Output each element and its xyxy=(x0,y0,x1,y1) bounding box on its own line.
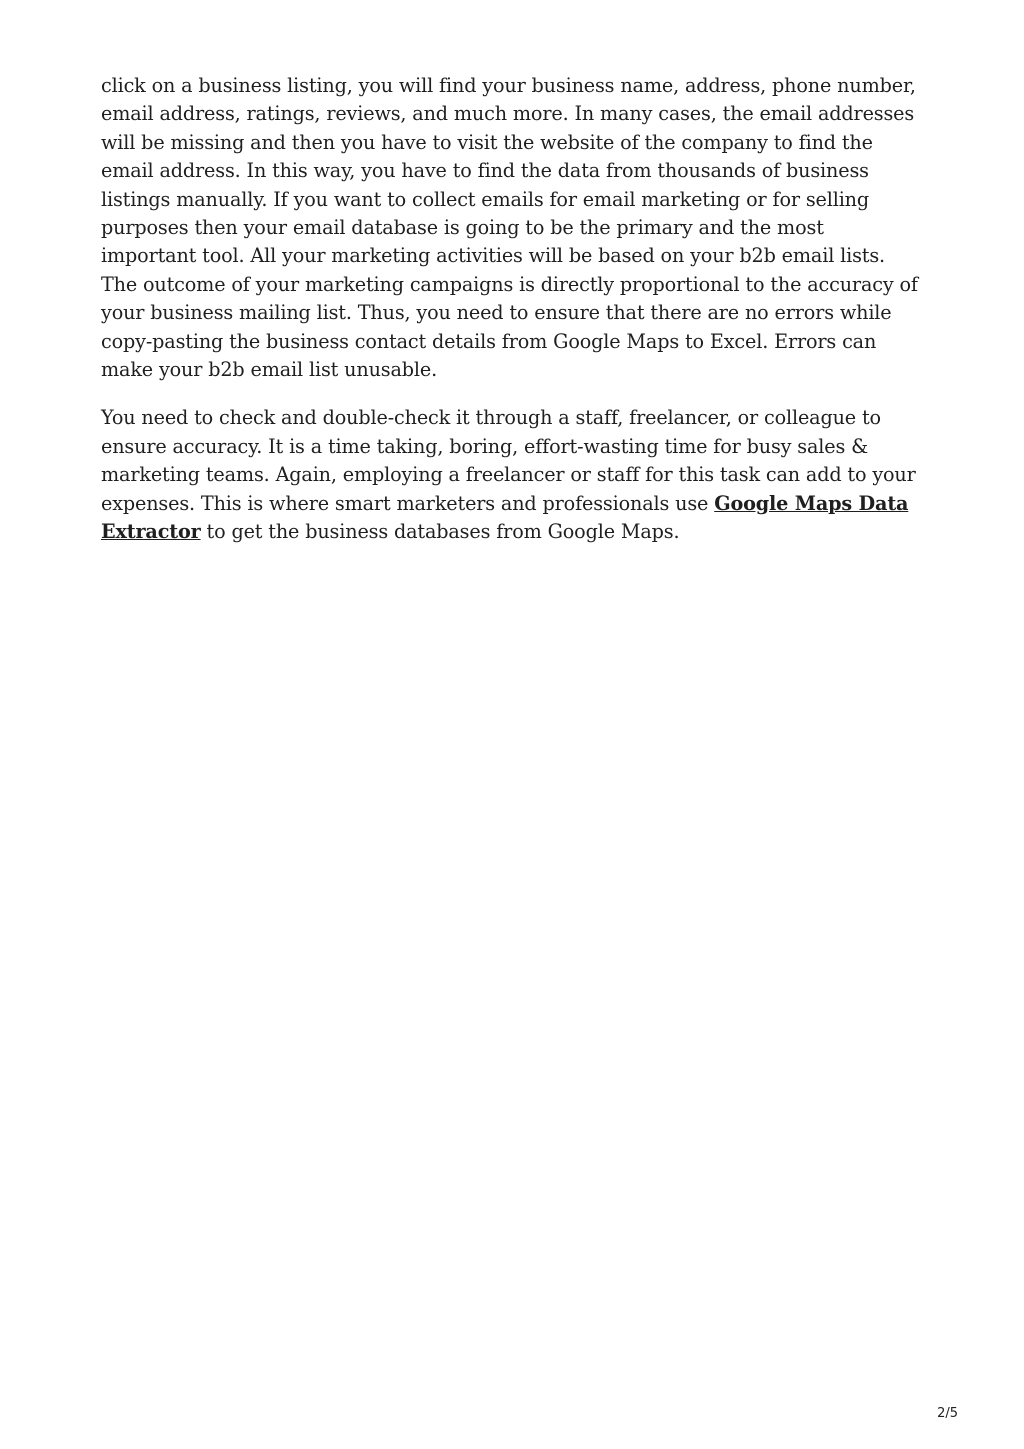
paragraph-2-text-start: You need to check and double-check it through a staff, freelancer, or colleague to ensure accuracy. It is a time taking, boring, effort-wasting time for busy sales & marketing teams. Again, employing a freelancer or staff for this task can add to your expenses. This is where smart marketers and professionals use xyxy=(101,406,916,515)
page-number: 2/5 xyxy=(937,1406,958,1421)
article-paragraph-2 xyxy=(101,404,923,546)
google-maps-data-extractor-link[interactable]: Google Maps Data Extractor xyxy=(101,491,909,544)
paragraph-2-text-end: to get the business databases from Google Maps. xyxy=(200,520,680,544)
article-body xyxy=(101,72,923,567)
article-paragraph-1: click on a business listing, you will find your business name, address, phone number, email address, ratings, reviews, and much more. In many cases, the email addresses will be missing and then you have to visit the website of the company to find the email address. In this way, you have to find the data from thousands of business listings manually. If you want to collect emails for email marketing or for selling purposes then your email database is going to be the primary and the most important tool. All your marketing activities will be based on your b2b email lists. The outcome of your marketing campaigns is directly proportional to the accuracy of your business mailing list. Thus, you need to ensure that there are no errors while copy-pasting the business contact details from Google Maps to Excel. Errors can make your b2b email list unusable. xyxy=(101,74,918,382)
